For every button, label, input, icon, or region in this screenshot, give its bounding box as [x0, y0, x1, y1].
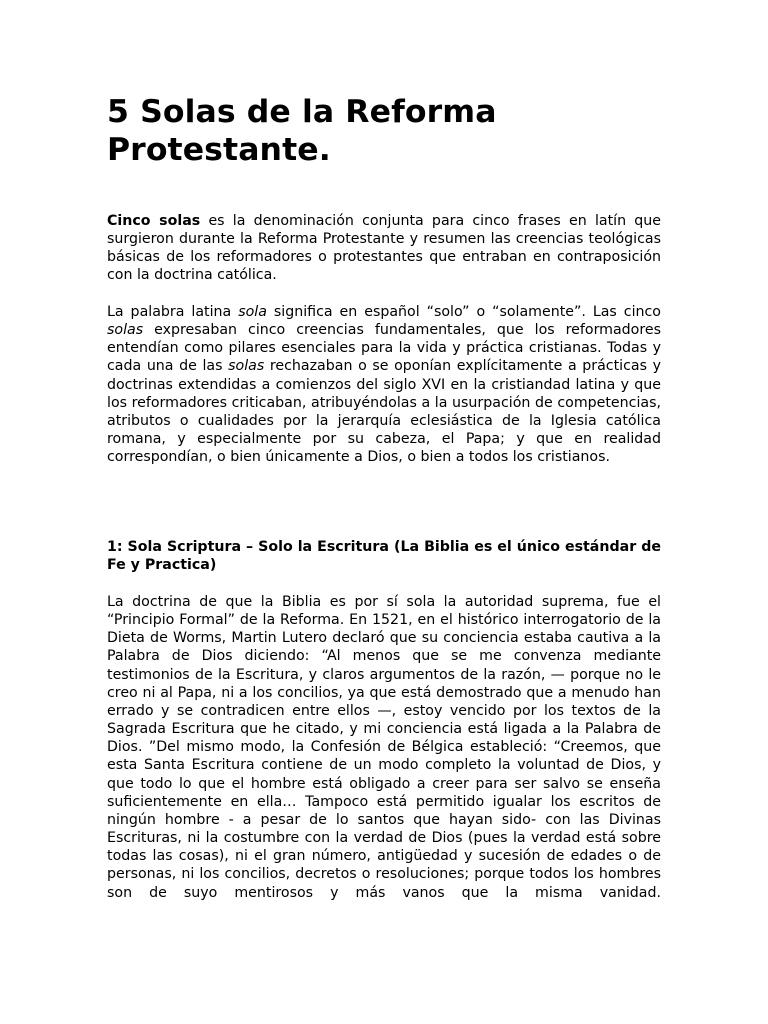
p2-italic3: solas: [228, 358, 265, 375]
intro-paragraph: [107, 212, 661, 285]
sola-meaning-paragraph: [107, 303, 661, 466]
document-title: 5 Solas de la Reforma Protestante.: [107, 94, 497, 168]
section1-body: La doctrina de que la Biblia es por sí sola la autoridad suprema, fue el “Principio Formal” de la Reforma. En 1521, en el histórico interrogatorio de la Dieta de Worms, Martin Lutero declaró que su conciencia estaba cautiva a la Palabra de Dios diciendo: “Al menos que se me convenza mediante testimonios de la Escritura, y claros argumentos de la razón, — porque no le creo ni al Papa, ni a los concilios, ya que está demostrado que a menudo han errado y se contradicen entre ellos —, estoy vencido por los textos de la Sagrada Escritura que he citado, y mi conciencia está ligada a la Palabra de Dios. ”Del mismo modo, la Confesión de Bélgica estableció: “Creemos, que esta Santa Escritura contiene de un modo completo la voluntad de Dios, y que todo lo que el hombre está obligado a creer para ser salvo se enseña suficientemente en ella… Tampoco está permitido igualar los escritos de ningún hombre - a pesar de lo santos que hayan sido- con las Divinas Escrituras, ni la costumbre con la verdad de Dios (pues la verdad está sobre todas las cosas), ni el gran número, antigüedad y sucesión de edades o de personas, ni los concilios, decretos o resoluciones; porque todos los hombres son de suyo mentirosos y más vanos que la misma vanidad.: [107, 594, 661, 901]
p2-part3: expresaban cinco creencias fundamentales, que los reformadores entendían como pilares esenciales para la vida y práctica cristianas. Todas y cada una de las: [107, 322, 661, 375]
p2-part4: rechazaban o se oponían explícitamente a prácticas y doctrinas extendidas a comienzos del siglo XVI en la cristiandad latina y que los reformadores criticaban, atribuyéndolas a la usurpación de competencias, atributos o cualidades por la jerarquía eclesiástica de la Iglesia católica romana, y especialmente por su cabeza, el Papa; y que en realidad correspondían, o bien únicamente a Dios, o bien a todos los cristianos.: [107, 358, 661, 466]
p2-italic2: solas: [107, 322, 144, 339]
p2-italic1: sola: [238, 304, 267, 320]
intro-bold-term: Cinco solas: [107, 213, 201, 229]
intro-text: es la denominación conjunta para cinco frases en latín que surgieron durante la Reforma Protestante y resumen las creencias teológicas básicas de los reformadores o protestantes que entraban en contraposición con la doctrina católica.: [107, 213, 661, 284]
p2-part1: La palabra latina: [107, 304, 239, 320]
section1-heading: 1: Sola Scriptura – Solo la Escritura (La Biblia es el único estándar de Fe y Practica): [107, 539, 661, 574]
p2-part2: significa en español “solo” o “solamente”. Las cinco: [266, 304, 661, 320]
